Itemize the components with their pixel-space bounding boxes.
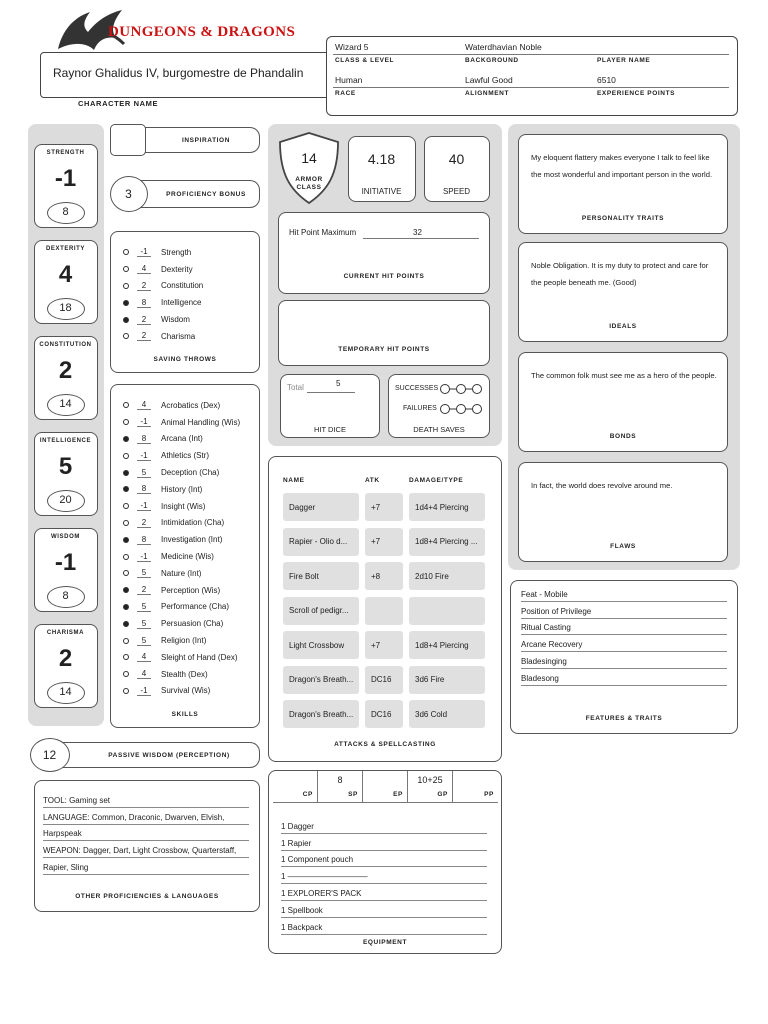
saving-throw-row (123, 278, 203, 295)
alignment-label: ALIGNMENT (465, 90, 510, 97)
header-rule-bottom (333, 87, 729, 88)
equipment-item: 1 EXPLORER'S PACK (281, 884, 487, 901)
proficiency-dot-icon[interactable] (123, 300, 129, 306)
saving-throw-modifier[interactable]: 2 (137, 315, 151, 325)
hit-dice-total-value[interactable]: 5 (336, 379, 341, 388)
proficiency-lines[interactable] (43, 791, 249, 875)
saving-throw-name: Intelligence (161, 298, 202, 308)
other-proficiencies-box (34, 780, 260, 912)
ability-score-oval[interactable] (47, 202, 85, 224)
attack-damage[interactable]: 3d6 Fire (409, 666, 485, 694)
logo (50, 4, 330, 50)
skill-name: Sleight of Hand (Dex) (161, 652, 238, 662)
attack-name[interactable]: Scroll of pedigr... (283, 597, 359, 625)
passive-perception-circle[interactable] (30, 738, 70, 772)
skill-modifier[interactable]: 2 (137, 585, 151, 595)
background-label: BACKGROUND (465, 57, 519, 64)
hp-max-line (363, 238, 479, 239)
current-hit-points-label: CURRENT HIT POINTS (343, 273, 425, 280)
skill-name: Medicine (Wis) (161, 552, 214, 562)
attack-bonus[interactable]: +7 (365, 528, 403, 556)
saving-throw-row (123, 311, 203, 328)
ability-label: WISDOM (51, 534, 80, 540)
race[interactable]: Human (335, 75, 363, 85)
saving-throw-modifier[interactable]: 8 (137, 298, 151, 308)
coin-label: GP (437, 791, 448, 798)
ability-label: CONSTITUTION (39, 342, 92, 348)
attack-name[interactable]: Fire Bolt (283, 562, 359, 590)
skill-modifier[interactable]: -1 (137, 552, 151, 562)
equipment-item: 1 Dagger (281, 817, 487, 834)
character-name-label: CHARACTER NAME (78, 99, 159, 108)
skill-row (123, 599, 240, 616)
attack-damage[interactable]: 1d4+4 Piercing (409, 493, 485, 521)
header-rule-top (333, 54, 729, 55)
bonds-box[interactable] (518, 352, 728, 452)
proficiency-dot-icon[interactable] (123, 317, 129, 323)
skill-row (123, 683, 240, 700)
ability-modifier[interactable]: -1 (54, 165, 77, 192)
skill-modifier[interactable]: 8 (137, 434, 151, 444)
hp-max-value[interactable]: 32 (413, 228, 422, 237)
hit-dice-total-label: Total (287, 383, 304, 392)
ability-score-oval[interactable] (47, 682, 85, 704)
saving-throw-name: Constitution (161, 281, 204, 291)
coin-pp[interactable] (453, 771, 498, 803)
attack-name[interactable]: Dragon's Breath... (283, 700, 359, 728)
attack-damage[interactable]: 3d6 Cold (409, 700, 485, 728)
proficiency-bonus-circle[interactable] (110, 176, 148, 212)
saving-throw-modifier[interactable]: -1 (137, 247, 151, 257)
proficiency-dot-icon[interactable] (123, 402, 129, 408)
initiative-value[interactable]: 4.18 (367, 151, 396, 167)
skill-row (123, 397, 240, 414)
skills-list (123, 397, 240, 699)
coin-value: 10+25 (417, 775, 443, 785)
other-proficiencies-label: OTHER PROFICIENCIES & LANGUAGES (75, 893, 219, 900)
coin-label: PP (484, 791, 494, 798)
proficiency-dot-icon[interactable] (123, 283, 129, 289)
proficiency-bonus-value: 3 (125, 187, 132, 201)
skill-modifier[interactable]: 5 (137, 568, 151, 578)
skill-name: Arcana (Int) (161, 434, 203, 444)
features-list[interactable] (521, 585, 727, 686)
attack-damage[interactable]: 1d8+4 Piercing ... (409, 528, 485, 556)
death-saves-successes-label: SUCCESSES (395, 385, 439, 392)
coin-sp[interactable] (318, 771, 363, 803)
coin-value: 8 (337, 775, 343, 785)
proficiency-dot-icon[interactable] (123, 621, 129, 627)
coin-ep[interactable] (363, 771, 408, 803)
proficiency-dot-icon[interactable] (123, 554, 129, 560)
ideals-label: IDEALS (609, 323, 637, 330)
proficiency-dot-icon[interactable] (123, 436, 129, 442)
ability-score: 8 (62, 590, 69, 602)
features-box (510, 580, 738, 734)
ability-label: CHARISMA (46, 630, 85, 636)
saving-throw-modifier[interactable]: 2 (137, 331, 151, 341)
equipment-item: 1 Rapier (281, 834, 487, 851)
attack-name[interactable]: Light Crossbow (283, 631, 359, 659)
proficiency-dot-icon[interactable] (123, 604, 129, 610)
saving-throw-name: Strength (161, 247, 192, 257)
bonds-label: BONDS (609, 433, 637, 440)
armor-class-label: ARMOR CLASS (295, 176, 323, 191)
hit-dice-label: HIT DICE (314, 425, 346, 434)
proficiency-dot-icon[interactable] (123, 266, 129, 272)
inspiration-label: INSPIRATION (181, 137, 230, 144)
attack-name[interactable]: Dagger (283, 493, 359, 521)
initiative-label: INITIATIVE (361, 187, 402, 196)
player-name-label: PLAYER NAME (597, 57, 651, 64)
class-level[interactable]: Wizard 5 (335, 42, 369, 52)
ability-score: 8 (62, 206, 69, 218)
logo-text: DUNGEONS & DRAGONS (108, 24, 296, 40)
skill-name: History (Int) (161, 484, 203, 494)
skill-row (123, 666, 240, 683)
skill-modifier[interactable]: 4 (137, 669, 151, 679)
attack-bonus[interactable]: +7 (365, 631, 403, 659)
attack-bonus[interactable]: +7 (365, 493, 403, 521)
class-level-label: CLASS & LEVEL (335, 57, 395, 64)
skill-modifier[interactable]: 5 (137, 619, 151, 629)
proficiency-bonus-label: PROFICIENCY BONUS (166, 191, 246, 198)
equipment-item: 1 —————————— (281, 867, 487, 884)
ability-label: INTELLIGENCE (39, 438, 92, 444)
skill-name: Stealth (Dex) (161, 669, 208, 679)
experience-points-label: EXPERIENCE POINTS (597, 90, 676, 97)
proficiency-dot-icon[interactable] (123, 520, 129, 526)
attack-bonus[interactable]: DC16 (365, 666, 403, 694)
feature-item: Ritual Casting (521, 619, 727, 636)
passive-perception-value: 12 (42, 748, 57, 762)
ability-modifier[interactable]: -1 (54, 549, 77, 576)
attack-bonus[interactable]: DC16 (365, 700, 403, 728)
feature-item: Feat - Mobile (521, 585, 727, 602)
attacks-header-atk: ATK (365, 477, 380, 484)
ability-score-oval[interactable] (47, 298, 85, 320)
saving-throw-modifier[interactable]: 2 (137, 281, 151, 291)
skill-name: Religion (Int) (161, 636, 207, 646)
flaws-box[interactable] (518, 462, 728, 562)
ability-score: 18 (59, 302, 72, 314)
character-name-banner (40, 52, 340, 98)
proficiency-dot-icon[interactable] (123, 671, 129, 677)
saving-throw-name: Charisma (161, 331, 196, 341)
ability-modifier[interactable]: 5 (58, 453, 73, 480)
skill-name: Investigation (Int) (161, 535, 223, 545)
equipment-box (268, 770, 502, 954)
header-info (326, 36, 738, 116)
hit-dice-total-line (307, 392, 355, 393)
ability-score: 14 (59, 398, 72, 410)
equipment-label: EQUIPMENT (362, 939, 408, 946)
character-name[interactable]: Raynor Ghalidus IV, burgomestre de Phandalin (53, 66, 304, 80)
skill-row (123, 515, 240, 532)
skill-modifier[interactable]: -1 (137, 451, 151, 461)
proficiency-dot-icon[interactable] (123, 638, 129, 644)
skill-modifier[interactable]: 4 (137, 652, 151, 662)
personality-traits-text: My eloquent flattery makes everyone I talk to feel like the most wonderful and important person in the world. (531, 153, 713, 179)
skill-row (123, 414, 240, 431)
attack-damage[interactable]: 1d8+4 Piercing (409, 631, 485, 659)
attacks-header-name: NAME (283, 477, 305, 484)
skill-modifier[interactable]: -1 (137, 417, 151, 427)
skill-modifier[interactable]: 5 (137, 468, 151, 478)
attack-bonus[interactable]: +8 (365, 562, 403, 590)
proficiency-line: LANGUAGE: Common, Draconic, Dwarven, Elvish, (43, 808, 249, 825)
saving-throw-row (123, 328, 203, 345)
coin-label: SP (348, 791, 358, 798)
temporary-hit-points-box[interactable] (278, 300, 490, 366)
ability-score: 20 (59, 494, 72, 506)
death-saves-label: DEATH SAVES (413, 425, 465, 434)
personality-traits-label: PERSONALITY TRAITS (581, 215, 665, 222)
ability-score-oval[interactable] (47, 394, 85, 416)
skill-name: Performance (Cha) (161, 602, 230, 612)
skill-name: Perception (Wis) (161, 585, 221, 595)
skill-modifier[interactable]: 5 (137, 602, 151, 612)
feature-item: Position of Privilege (521, 602, 727, 619)
features-label: FEATURES & TRAITS (585, 715, 663, 722)
proficiency-dot-icon[interactable] (123, 453, 129, 459)
skill-name: Athletics (Str) (161, 451, 210, 461)
proficiency-dot-icon[interactable] (123, 470, 129, 476)
saving-throws-box (110, 231, 260, 373)
equipment-item: 1 Component pouch (281, 851, 487, 868)
skill-name: Acrobatics (Dex) (161, 400, 221, 410)
attack-name[interactable]: Dragon's Breath... (283, 666, 359, 694)
armor-class-shield-icon (276, 130, 342, 206)
saving-throws-label: SAVING THROWS (153, 356, 217, 363)
proficiency-line: Rapier, Sling (43, 858, 249, 875)
skill-row (123, 649, 240, 666)
skill-row (123, 464, 240, 481)
skill-modifier[interactable]: 8 (137, 535, 151, 545)
hit-dice-box (280, 374, 380, 438)
coin-gp[interactable] (408, 771, 453, 803)
skill-name: Intimidation (Cha) (161, 518, 225, 528)
skill-name: Nature (Int) (161, 568, 202, 578)
proficiency-dot-icon[interactable] (123, 654, 129, 660)
proficiency-dot-icon[interactable] (123, 688, 129, 694)
ability-score-oval[interactable] (47, 490, 85, 512)
skill-name: Survival (Wis) (161, 686, 211, 696)
hp-max-label: Hit Point Maximum (289, 228, 357, 237)
flaws-text: In fact, the world does revolve around me. (531, 481, 673, 490)
feature-item: Bladesinging (521, 652, 727, 669)
skill-row (123, 431, 240, 448)
proficiency-dot-icon[interactable] (123, 570, 129, 576)
attacks-header-damage: DAMAGE/TYPE (409, 477, 464, 484)
bonds-text: The common folk must see me as a hero of the people. (531, 371, 717, 380)
ability-modifier[interactable]: 2 (58, 645, 73, 672)
skill-modifier[interactable]: 5 (137, 636, 151, 646)
attack-name[interactable]: Rapier - Olio d... (283, 528, 359, 556)
skill-modifier[interactable]: -1 (137, 686, 151, 696)
ability-modifier[interactable]: 4 (58, 261, 73, 288)
skill-modifier[interactable]: 8 (137, 484, 151, 494)
temporary-hit-points-label: TEMPORARY HIT POINTS (338, 346, 430, 353)
ability-label: STRENGTH (46, 150, 85, 156)
speed-value[interactable]: 40 (448, 151, 465, 167)
skill-row (123, 565, 240, 582)
saving-throw-row (123, 261, 203, 278)
alignment[interactable]: Lawful Good (465, 75, 513, 85)
flaws-label: FLAWS (610, 543, 636, 550)
current-hit-points-box[interactable] (278, 212, 490, 294)
skill-name: Animal Handling (Wis) (161, 417, 241, 427)
proficiency-dot-icon[interactable] (123, 537, 129, 543)
feature-item: Bladesong (521, 669, 727, 686)
saving-throws-list (123, 244, 203, 345)
skill-row (123, 498, 240, 515)
personality-traits-box[interactable] (518, 134, 728, 234)
proficiency-line: Harpspeak (43, 825, 249, 842)
ability-score: 14 (59, 686, 72, 698)
skill-name: Insight (Wis) (161, 501, 206, 511)
proficiency-dot-icon[interactable] (123, 587, 129, 593)
skill-row (123, 531, 240, 548)
skill-row (123, 582, 240, 599)
coin-label: CP (302, 791, 313, 798)
failure-checkboxes-icon[interactable] (439, 403, 485, 415)
saving-throw-name: Wisdom (161, 315, 190, 325)
experience-points[interactable]: 6510 (597, 75, 616, 85)
equipment-list[interactable] (281, 817, 487, 935)
skill-row (123, 548, 240, 565)
skill-name: Deception (Cha) (161, 468, 220, 478)
proficiency-dot-icon[interactable] (123, 486, 129, 492)
attacks-label: ATTACKS & SPELLCASTING (334, 741, 436, 748)
ability-modifier[interactable]: 2 (58, 357, 73, 384)
background[interactable]: Waterdhavian Noble (465, 42, 542, 52)
ability-label: DEXTERITY (45, 246, 86, 252)
attacks-box (268, 456, 502, 762)
proficiency-dot-icon[interactable] (123, 249, 129, 255)
saving-throw-row (123, 294, 203, 311)
feature-item: Arcane Recovery (521, 635, 727, 652)
equipment-item: 1 Backpack (281, 918, 487, 935)
skill-modifier[interactable]: 4 (137, 400, 151, 410)
skill-modifier[interactable]: 2 (137, 518, 151, 528)
proficiency-dot-icon[interactable] (123, 503, 129, 509)
proficiency-line: TOOL: Gaming set (43, 791, 249, 808)
proficiency-dot-icon[interactable] (123, 333, 129, 339)
ideals-text: Noble Obligation. It is my duty to protect and care for the people beneath me. (Good) (531, 261, 709, 287)
armor-class-value[interactable]: 14 (301, 150, 317, 166)
speed-label: SPEED (442, 187, 471, 196)
proficiency-dot-icon[interactable] (123, 419, 129, 425)
saving-throw-modifier[interactable]: 4 (137, 264, 151, 274)
death-saves-failures-label: FAILURES (403, 405, 437, 412)
skill-row (123, 615, 240, 632)
initiative-box (348, 136, 416, 202)
saving-throw-row (123, 244, 203, 261)
ability-score-oval[interactable] (47, 586, 85, 608)
inspiration-box[interactable] (110, 124, 146, 156)
speed-box (424, 136, 490, 202)
skill-row (123, 447, 240, 464)
attack-damage[interactable] (409, 597, 485, 625)
attack-bonus[interactable] (365, 597, 403, 625)
skill-row (123, 481, 240, 498)
proficiency-line: WEAPON: Dagger, Dart, Light Crossbow, Quarterstaff, (43, 841, 249, 858)
skill-row (123, 632, 240, 649)
death-saves-box (388, 374, 490, 438)
saving-throw-name: Dexterity (161, 264, 193, 274)
skills-label: SKILLS (171, 711, 199, 718)
coin-label: EP (393, 791, 403, 798)
coin-cp[interactable] (273, 771, 318, 803)
passive-perception-label: PASSIVE WISDOM (PERCEPTION) (108, 752, 230, 759)
attack-damage[interactable]: 2d10 Fire (409, 562, 485, 590)
success-checkboxes-icon[interactable] (439, 383, 485, 395)
skill-modifier[interactable]: -1 (137, 501, 151, 511)
skills-box (110, 384, 260, 728)
race-label: RACE (335, 90, 356, 97)
ideals-box[interactable] (518, 242, 728, 342)
skill-name: Persuasion (Cha) (161, 619, 224, 629)
equipment-item: 1 Spellbook (281, 901, 487, 918)
